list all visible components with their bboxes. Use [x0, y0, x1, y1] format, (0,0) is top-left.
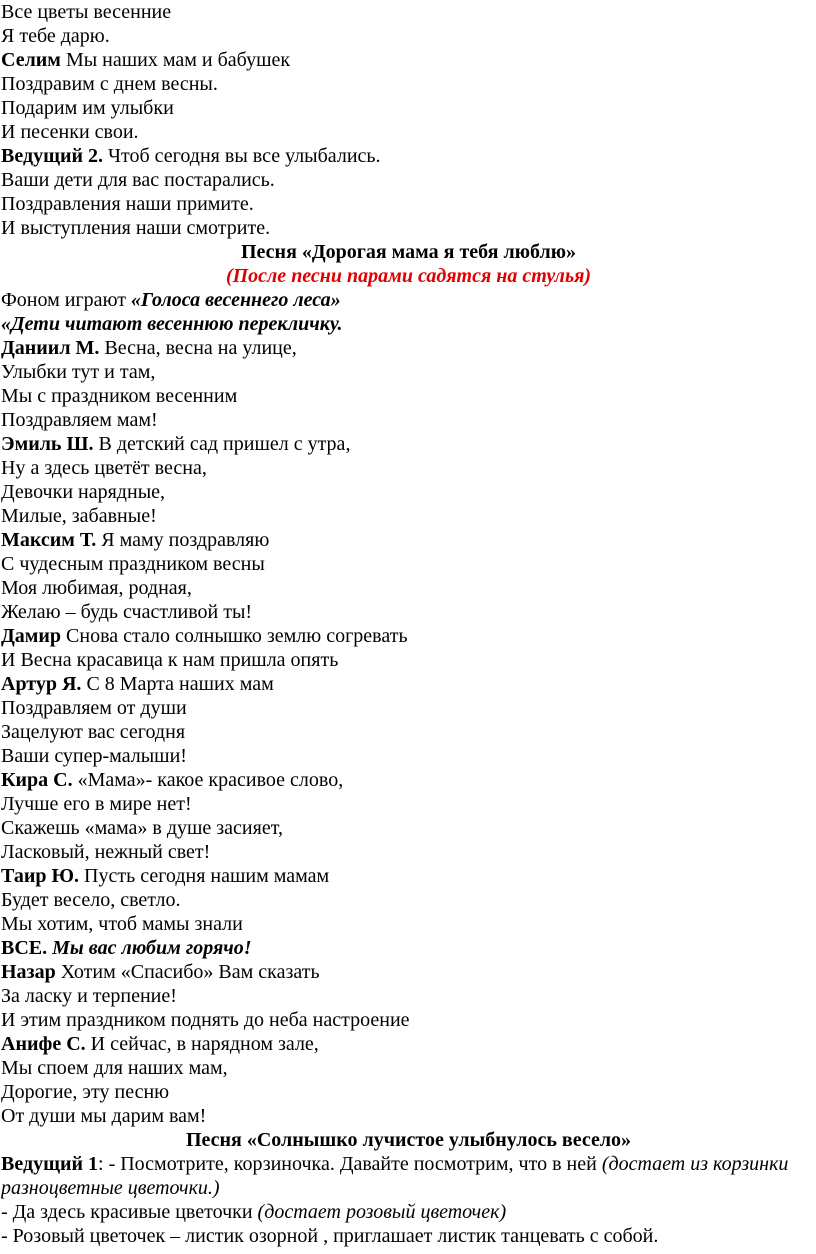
text-run: Весна, весна на улице, — [99, 337, 297, 359]
text-line — [1, 432, 816, 456]
text-run: Мы хотим, чтоб мамы знали — [1, 913, 243, 935]
text-line — [1, 1224, 816, 1248]
bold-text: Ведущий 1 — [1, 1153, 99, 1175]
text-run: Снова стало солнышко землю согревать — [61, 625, 408, 647]
text-run: Улыбки тут и там, — [1, 361, 156, 383]
text-line — [1, 1032, 816, 1056]
text-line — [1, 672, 816, 696]
text-line — [1, 168, 816, 192]
text-line — [1, 120, 816, 144]
text-run: : - Посмотрите, корзиночка. Давайте посмотрим, что в ней — [98, 1153, 602, 1175]
text-run: - Да здесь красивые цветочки — [1, 1201, 258, 1223]
text-run: И этим праздником поднять до неба настроение — [1, 1009, 410, 1031]
text-line — [1, 912, 816, 936]
text-run: Я тебе дарю. — [1, 25, 110, 47]
bold-text: Максим Т. — [1, 529, 97, 551]
text-line — [1, 576, 816, 600]
text-run: Желаю – будь счастливой ты! — [1, 601, 253, 623]
text-line — [1, 48, 816, 72]
bold-text: Анифе С. — [1, 1033, 86, 1055]
text-run: Будет весело, светло. — [1, 889, 181, 911]
text-run: Ваши дети для вас постарались. — [1, 169, 275, 191]
heading-line — [1, 264, 816, 288]
text-line — [1, 1104, 816, 1128]
text-line — [1, 696, 816, 720]
text-run: В детский сад пришел с утра, — [93, 433, 351, 455]
text-line — [1, 408, 816, 432]
text-run: Ну а здесь цветёт весна, — [1, 457, 207, 479]
text-run: И Весна красавица к нам пришла опять — [1, 649, 339, 671]
text-run: Подарим им улыбки — [1, 97, 174, 119]
text-run: Фоном играют — [1, 289, 131, 311]
text-run: И песенки свои. — [1, 121, 139, 143]
text-line — [1, 504, 816, 528]
text-line — [1, 816, 816, 840]
text-line — [1, 840, 816, 864]
text-run: Пусть сегодня нашим мамам — [79, 865, 330, 887]
bold-text: Селим — [1, 49, 61, 71]
heading-line — [1, 1128, 816, 1152]
text-line — [1, 1176, 816, 1200]
text-line — [1, 72, 816, 96]
text-line — [1, 192, 816, 216]
text-run: За ласку и терпение! — [1, 985, 177, 1007]
text-line — [1, 960, 816, 984]
bold-text: Эмиль Ш. — [1, 433, 94, 455]
text-line — [1, 1008, 816, 1032]
text-line — [1, 96, 816, 120]
bold-text: Ведущий 2. — [1, 145, 104, 167]
text-run: Скажешь «мама» в душе засияет, — [1, 817, 283, 839]
text-run: Милые, забавные! — [1, 505, 157, 527]
text-run: Лучше его в мире нет! — [1, 793, 192, 815]
text-line — [1, 24, 816, 48]
text-line — [1, 360, 816, 384]
bold-text: «Голоса весеннего леса» — [130, 289, 341, 311]
bold-text: ВСЕ. — [1, 937, 53, 959]
text-line — [1, 600, 816, 624]
text-run: Поздравляем от души — [1, 697, 187, 719]
text-run: От души мы дарим вам! — [1, 1105, 207, 1127]
bold-text: Песня «Солнышко лучистое улыбнулось весело» — [185, 1129, 632, 1151]
text-line — [1, 768, 816, 792]
text-run: Мы споем для наших мам, — [1, 1057, 228, 1079]
text-run: Дорогие, эту песню — [1, 1081, 170, 1103]
bold-text: Артур Я. — [1, 673, 82, 695]
text-run: Мы наших мам и бабушек — [60, 49, 291, 71]
text-line — [1, 0, 816, 24]
text-run: Чтоб сегодня вы все улыбались. — [103, 145, 381, 167]
text-run: Поздравления наши примите. — [1, 193, 254, 215]
text-line — [1, 648, 816, 672]
text-line — [1, 1080, 816, 1104]
bold-text: Кира С. — [1, 769, 73, 791]
text-run: Поздравляем мам! — [1, 409, 158, 431]
text-line — [1, 1200, 816, 1224]
text-line — [1, 216, 816, 240]
text-line — [1, 1056, 816, 1080]
heading-line — [1, 240, 816, 264]
text-run: Девочки нарядные, — [1, 481, 166, 503]
text-run: И сейчас, в нарядном зале, — [85, 1033, 319, 1055]
text-run: Хотим «Спасибо» Вам сказать — [55, 961, 320, 983]
text-line — [1, 720, 816, 744]
bold-text: Мы вас любим горячо! — [52, 937, 252, 959]
text-line — [1, 144, 816, 168]
text-run: Моя любимая, родная, — [1, 577, 192, 599]
text-run: С чудесным праздником весны — [1, 553, 265, 575]
text-line — [1, 384, 816, 408]
text-line — [1, 528, 816, 552]
text-run: Зацелуют вас сегодня — [1, 721, 186, 743]
text-line — [1, 792, 816, 816]
bold-text: (После песни парами садятся на стулья) — [225, 265, 592, 287]
text-line — [1, 984, 816, 1008]
text-line — [1, 864, 816, 888]
text-run: Я маму поздравляю — [96, 529, 270, 551]
text-line — [1, 888, 816, 912]
text-line — [1, 456, 816, 480]
text-run: Поздравим с днем весны. — [1, 73, 218, 95]
italic-text: разноцветные цветочки.) — [1, 1177, 220, 1199]
text-run: «Мама»- какое красивое слово, — [72, 769, 344, 791]
text-run: Все цветы весенние — [1, 1, 172, 23]
text-line — [1, 744, 816, 768]
text-line — [1, 552, 816, 576]
text-line — [1, 624, 816, 648]
text-line — [1, 1152, 816, 1176]
italic-text: (достает розовый цветочек) — [257, 1201, 507, 1223]
text-run: Ваши супер-малыши! — [1, 745, 187, 767]
text-line — [1, 336, 816, 360]
bold-text: Назар — [1, 961, 56, 983]
text-line — [1, 312, 816, 336]
bold-text: Дамир — [1, 625, 62, 647]
bold-text: «Дети читают весеннюю перекличку. — [1, 313, 343, 335]
text-run: С 8 Марта наших мам — [81, 673, 274, 695]
text-line — [1, 936, 816, 960]
italic-text: (достает из корзинки — [601, 1153, 789, 1175]
text-line — [1, 288, 816, 312]
text-run: - Розовый цветочек – листик озорной , приглашает листик танцевать с собой. — [1, 1225, 659, 1247]
text-run: И выступления наши смотрите. — [1, 217, 271, 239]
text-run: Мы с праздником весенним — [1, 385, 238, 407]
text-run: Ласковый, нежный свет! — [1, 841, 211, 863]
bold-text: Таир Ю. — [1, 865, 80, 887]
text-line — [1, 480, 816, 504]
bold-text: Песня «Дорогая мама я тебя люблю» — [240, 241, 576, 263]
bold-text: Даниил М. — [1, 337, 100, 359]
